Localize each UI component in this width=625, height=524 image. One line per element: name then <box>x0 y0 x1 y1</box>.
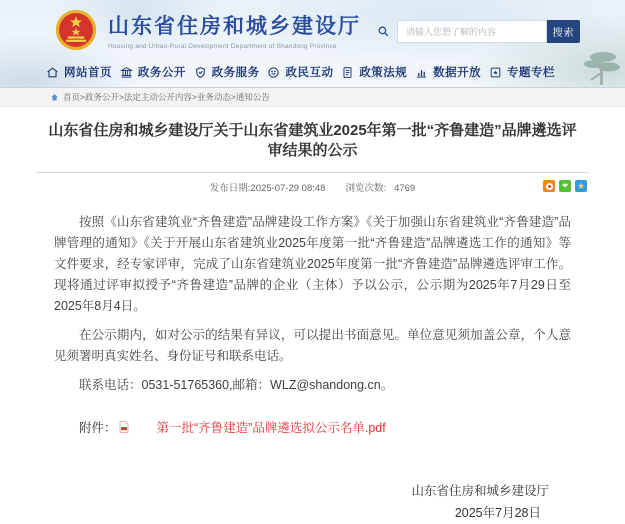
pine-tree-decoration <box>579 47 623 87</box>
article-title: 山东省住房和城乡建设厅关于山东省建筑业2025年第一批“齐鲁建造”品牌遴选评审结果的公示 <box>36 107 589 173</box>
nav-item-policies[interactable] <box>341 64 407 80</box>
nav-item-gov-disclosure[interactable] <box>120 64 186 80</box>
attachment-row <box>36 418 589 436</box>
home-icon <box>50 93 59 102</box>
article-body <box>36 212 589 396</box>
nav-label: 数据开放 <box>433 67 482 79</box>
main-nav <box>0 57 625 87</box>
pdf-icon <box>119 421 129 433</box>
nav-item-special-columns[interactable] <box>489 64 555 80</box>
search-bar <box>377 20 580 43</box>
search-icon <box>377 25 390 38</box>
paragraph: 联系电话：0531-51765360,邮箱：WLZ@shandong.cn。 <box>79 378 394 392</box>
search-input[interactable] <box>397 20 547 43</box>
qzone-star-icon[interactable]: ★ <box>576 180 586 191</box>
weibo-icon[interactable] <box>543 180 555 192</box>
shield-icon <box>194 66 207 79</box>
paragraph: 在公示期内，如对公示的结果有异议，可以提出书面意见。单位意见须加盖公章，个人意见须署明真实姓名、身份证号和联系电话。 <box>54 328 571 363</box>
attachment-label: 附件： <box>79 421 117 435</box>
signature-org: 山东省住房和城乡建设厅 <box>411 484 549 498</box>
star-folder-icon <box>489 66 502 79</box>
nav-label: 政民互动 <box>285 67 334 79</box>
view-count: 浏览次数: 4769 <box>345 182 416 194</box>
article-meta <box>36 173 589 200</box>
nav-label: 专题专栏 <box>506 67 555 79</box>
nav-label: 政务公开 <box>137 67 186 79</box>
home-icon <box>46 66 59 79</box>
nav-label: 网站首页 <box>64 67 112 79</box>
article-content <box>0 107 625 524</box>
wechat-icon[interactable]: ❤ <box>559 180 571 192</box>
breadcrumb[interactable]: 首页>政务公开>法定主动公开内容>业务动态>通知公告 <box>63 92 270 102</box>
search-button[interactable]: 搜索 <box>547 20 580 43</box>
site-title: 山东省住房和城乡建设厅 <box>108 15 361 38</box>
attachment-link[interactable]: 第一批“齐鲁建造”品牌遴选拟公示名单.pdf <box>156 421 386 435</box>
nav-item-interaction[interactable] <box>267 64 333 80</box>
nav-item-open-data[interactable] <box>415 64 481 80</box>
signature-date: 2025年7月28日 <box>454 506 541 520</box>
chat-smile-icon <box>267 66 280 79</box>
bank-icon <box>120 66 133 79</box>
site-title-en: Housing and Urban-Rural Development Department of Shandong Province <box>108 43 337 50</box>
site-banner <box>0 0 625 88</box>
site-brand <box>54 8 361 52</box>
publish-date: 发布日期:2025-07-29 08:48 <box>209 182 326 194</box>
share-buttons <box>543 180 587 192</box>
article-signature <box>36 480 589 524</box>
nav-item-gov-services[interactable] <box>194 64 260 80</box>
document-icon <box>341 66 354 79</box>
nav-item-home[interactable] <box>46 64 112 80</box>
national-emblem-icon <box>54 8 98 52</box>
bar-chart-icon <box>415 66 428 79</box>
nav-label: 政务服务 <box>211 67 260 79</box>
paragraph: 按照《山东省建筑业“齐鲁建造”品牌建设工作方案》《关于加强山东省建筑业“齐鲁建造”品牌管理的通知》《关于开展山东省建筑业2025年度第一批“齐鲁建造”品牌遴选工作的通知》等文件要求，经专家评审，完成了山东省建筑业2025年度第一批“齐鲁建造”品牌遴选评审工作。现将通过评审拟授予“齐鲁建造”品牌的企业（主体）予以公示，公示期为2025年7月29日至2025年8月4日。 <box>54 215 571 313</box>
breadcrumb-bar <box>0 88 625 107</box>
nav-label: 政策法规 <box>359 67 408 79</box>
